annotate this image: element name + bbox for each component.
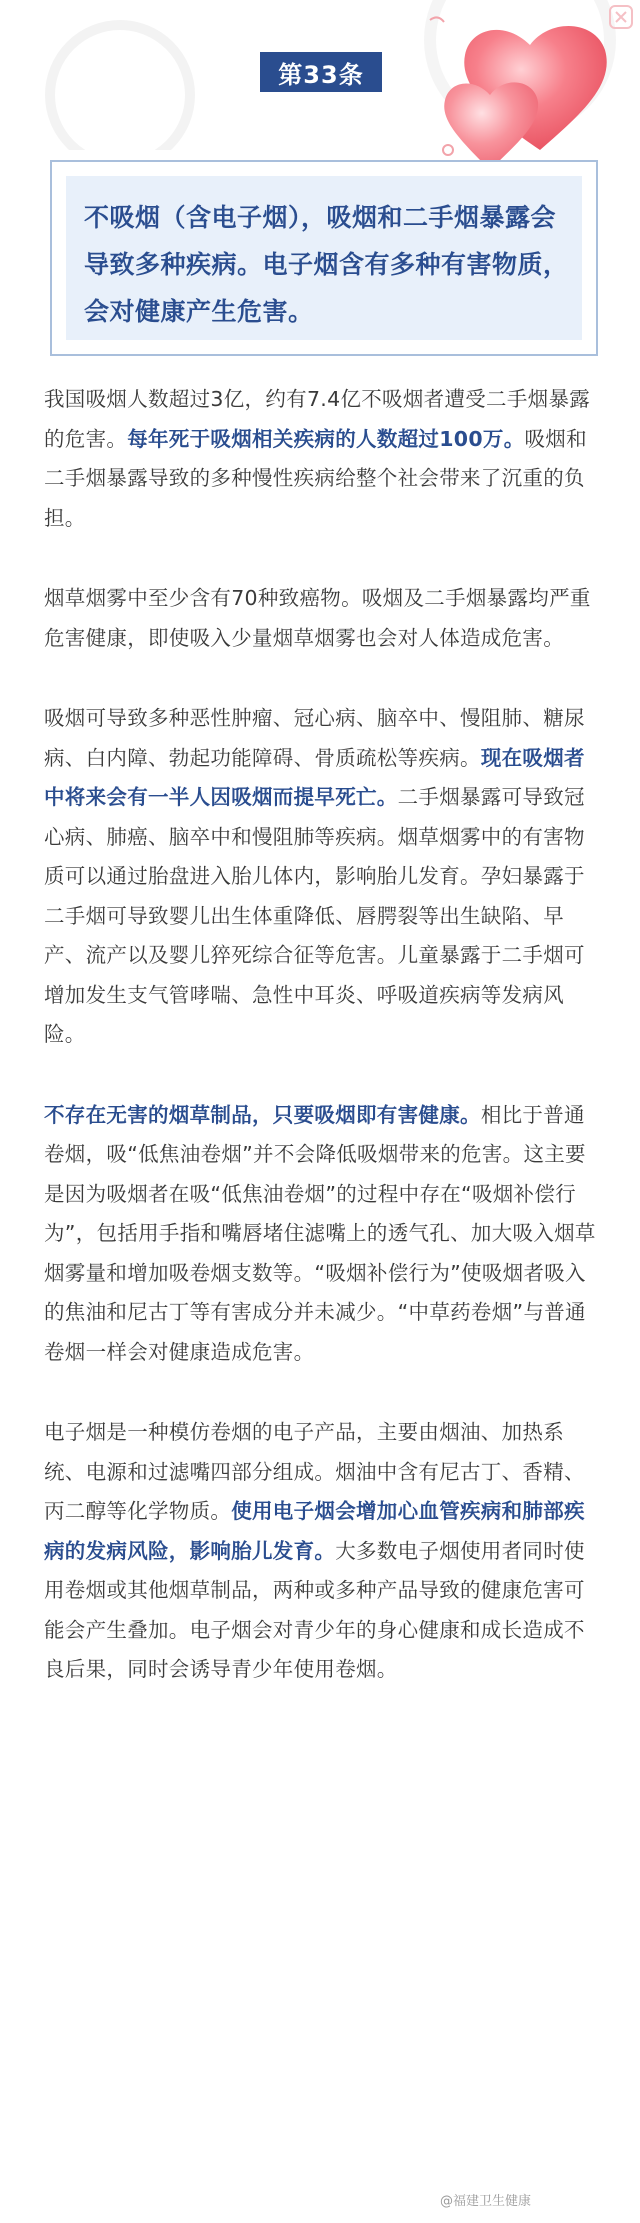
- paragraph-4: [44, 1096, 599, 1373]
- article-body: [44, 380, 599, 1731]
- summary-panel: [66, 176, 582, 340]
- highlight-text: 不存在无害的烟草制品，只要吸烟即有害健康。: [44, 1102, 481, 1127]
- hearts-icon: [420, 0, 640, 170]
- paragraph-3: [44, 699, 599, 1055]
- paragraph-5: [44, 1413, 599, 1690]
- highlight-text: 使用电子烟会增加心血管疾病和肺部疾病的发病风险，影响胎儿发育。: [44, 1499, 585, 1563]
- paragraph-1: [44, 380, 599, 538]
- paragraph-text: 相比于普通卷烟，吸“低焦油卷烟”并不会降低吸烟带来的危害。这主要是因为吸烟者在吸“低焦油卷烟”的过程中存在“吸烟补偿行为”，包括用手指和嘴唇堵住滤嘴上的透气孔、加大吸入烟草烟雾量和增加吸卷烟支数等。“吸烟补偿行为”使吸烟者吸入的焦油和尼古丁等有害成分并未减少。“中草药卷烟”与普通卷烟一样会对健康造成危害。: [44, 1102, 596, 1364]
- summary-box: [50, 160, 598, 356]
- paragraph-text: 电子烟是一种模仿卷烟的电子产品，主要由烟油、加热系统、电源和过滤嘴四部分组成。烟油中含有尼古丁、香精、丙二醇等化学物质。: [44, 1420, 585, 1523]
- paragraph-text: 吸烟可导致多种恶性肿瘤、冠心病、脑卒中、慢阻肺、糖尿病、白内障、勃起功能障碍、骨质疏松等疾病。: [44, 706, 585, 770]
- summary-text: 不吸烟（含电子烟），吸烟和二手烟暴露会导致多种疾病。电子烟含有多种有害物质，会对健康产生危害。: [84, 203, 569, 326]
- paragraph-text: 二手烟暴露可导致冠心病、肺癌、脑卒中和慢阻肺等疾病。烟草烟雾中的有害物质可以通过胎盘进入胎儿体内，影响胎儿发育。孕妇暴露于二手烟可导致婴儿出生体重降低、唇腭裂等出生缺陷、早产、流产以及婴儿猝死综合征等危害。儿童暴露于二手烟可增加发生支气管哮喘、急性中耳炎、呼吸道疾病等发病风险。: [44, 785, 585, 1046]
- paragraph-text: 大多数电子烟使用者同时使用卷烟或其他烟草制品，两种或多种产品导致的健康危害可能会产生叠加。电子烟会对青少年的身心健康和成长造成不良后果，同时会诱导青少年使用卷烟。: [44, 1538, 585, 1681]
- paragraph-text: 吸烟和二手烟暴露导致的多种慢性疾病给整个社会带来了沉重的负担。: [44, 426, 587, 530]
- watermark: @福建卫生健康: [440, 2194, 532, 2209]
- paragraph-text: 我国吸烟人数超过3亿，约有7.4亿不吸烟者遭受二手烟暴露的危害。: [44, 387, 591, 451]
- article-number-badge: 第33条: [260, 52, 382, 92]
- paragraph-text: 烟草烟雾中至少含有70种致癌物。吸烟及二手烟暴露均严重危害健康，即使吸入少量烟草烟雾也会对人体造成危害。: [44, 586, 591, 650]
- paragraph-2: [44, 579, 599, 658]
- highlight-text: 现在吸烟者中将来会有一半人因吸烟而提早死亡。: [44, 745, 585, 809]
- highlight-text: 每年死于吸烟相关疾病的人数超过100万。: [127, 426, 525, 451]
